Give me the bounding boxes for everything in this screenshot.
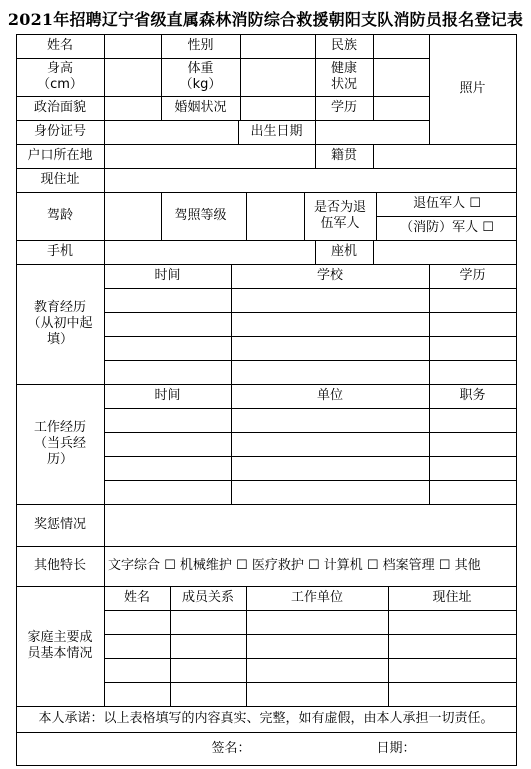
edu-header-degree: 学历 — [459, 268, 486, 283]
skills-checkbox-options[interactable]: 文字综合 ☐ 机械维护 ☐ 医疗救护 ☐ 计算机 ☐ 档案管理 ☐ 其他 — [108, 558, 481, 573]
label-mobile: 手机 — [46, 244, 73, 259]
grid-line-v — [104, 504, 105, 547]
grid-line-h — [104, 360, 517, 361]
grid-line-v — [170, 586, 171, 707]
grid-line-v — [315, 120, 316, 145]
grid-line-v — [104, 240, 105, 265]
grid-line-h — [16, 765, 517, 766]
grid-line-v — [373, 240, 374, 265]
grid-line-v — [240, 34, 241, 121]
grid-line-h — [16, 144, 517, 145]
grid-line-v — [516, 34, 517, 766]
grid-line-v — [373, 144, 374, 169]
label-address: 现住址 — [40, 172, 80, 187]
grid-line-h — [104, 312, 517, 313]
photo-box: 照片 — [459, 81, 486, 96]
label-education: 学历 — [330, 100, 357, 115]
family-header-name: 姓名 — [123, 590, 150, 605]
signature-label: 签名： — [211, 740, 251, 756]
grid-line-h — [104, 634, 517, 635]
grid-line-v — [231, 264, 232, 385]
grid-line-v — [373, 34, 374, 121]
work-header-time: 时间 — [154, 388, 181, 403]
grid-line-h — [16, 96, 430, 97]
grid-line-h — [16, 586, 517, 587]
grid-line-v — [161, 192, 162, 241]
grid-line-v — [161, 34, 162, 121]
grid-line-v — [104, 192, 105, 241]
grid-line-h — [104, 288, 517, 289]
grid-line-h — [104, 682, 517, 683]
label-ethnicity: 民族 — [330, 38, 357, 53]
family-header-relation: 成员关系 — [181, 590, 234, 605]
grid-line-v — [238, 120, 239, 145]
label-weight: 体重 （kg） — [179, 61, 222, 92]
pledge-text: 本人承诺：以上表格填写的内容真实、完整，如有虚假，由本人承担一切责任。 — [38, 711, 494, 726]
date-label: 日期： — [376, 740, 416, 756]
grid-line-v — [16, 34, 17, 766]
grid-line-v — [104, 120, 105, 145]
grid-line-h — [16, 706, 517, 707]
grid-line-v — [315, 240, 316, 265]
grid-line-v — [104, 34, 105, 121]
veteran-checkbox-1[interactable]: 退伍军人 ☐ — [413, 196, 481, 211]
label-skills: 其他特长 — [33, 558, 86, 573]
grid-line-v — [376, 192, 377, 241]
label-license-class: 驾照等级 — [174, 208, 227, 223]
grid-line-h — [376, 216, 517, 217]
grid-line-v — [104, 546, 105, 587]
grid-line-v — [315, 144, 316, 169]
label-education-history: 教育经历 （从初中起 填） — [27, 300, 93, 347]
label-landline: 座机 — [330, 244, 357, 259]
grid-line-v — [429, 264, 430, 385]
grid-line-h — [16, 192, 517, 193]
grid-line-v — [104, 144, 105, 169]
registration-form-table — [16, 34, 516, 765]
grid-line-v — [104, 264, 105, 385]
grid-line-v — [231, 384, 232, 505]
label-native-place: 籍贯 — [330, 148, 357, 163]
label-marriage: 婚姻状况 — [174, 100, 227, 115]
grid-line-v — [104, 384, 105, 505]
grid-line-h — [16, 240, 517, 241]
grid-line-v — [429, 384, 430, 505]
label-rewards: 奖惩情况 — [33, 517, 86, 532]
work-header-position: 职务 — [459, 388, 486, 403]
grid-line-h — [16, 58, 430, 59]
edu-header-time: 时间 — [154, 268, 181, 283]
grid-line-h — [16, 120, 430, 121]
grid-line-v — [304, 192, 305, 241]
work-header-unit: 单位 — [316, 388, 343, 403]
veteran-checkbox-2[interactable]: （消防）军人 ☐ — [400, 220, 494, 235]
grid-line-h — [16, 34, 517, 35]
grid-line-v — [246, 586, 247, 707]
grid-line-h — [104, 658, 517, 659]
form-title: 2021年招聘辽宁省级直属森林消防综合救援朝阳支队消防员报名登记表 — [7, 10, 524, 29]
grid-line-h — [16, 264, 517, 265]
label-birth-date: 出生日期 — [250, 124, 303, 139]
grid-line-h — [16, 546, 517, 547]
grid-line-h — [104, 480, 517, 481]
grid-line-h — [104, 408, 517, 409]
grid-line-h — [104, 432, 517, 433]
label-id-number: 身份证号 — [33, 124, 86, 139]
label-driving-years: 驾龄 — [46, 208, 73, 223]
grid-line-h — [16, 732, 517, 733]
grid-line-v — [104, 586, 105, 707]
label-household: 户口所在地 — [27, 148, 93, 163]
label-gender: 性别 — [187, 38, 214, 53]
label-height: 身高 （cm） — [37, 61, 83, 92]
family-header-workplace: 工作单位 — [290, 590, 343, 605]
label-family: 家庭主要成 员基本情况 — [27, 630, 93, 661]
label-veteran: 是否为退 伍军人 — [313, 200, 366, 231]
grid-line-v — [388, 586, 389, 707]
grid-line-h — [104, 456, 517, 457]
grid-line-v — [429, 34, 430, 145]
label-health: 健康 状况 — [330, 61, 357, 92]
label-politics: 政治面貌 — [33, 100, 86, 115]
grid-line-h — [16, 384, 517, 385]
grid-line-h — [16, 504, 517, 505]
grid-line-h — [104, 336, 517, 337]
family-header-address: 现住址 — [432, 590, 472, 605]
grid-line-v — [104, 168, 105, 193]
label-work-history: 工作经历 （当兵经 历） — [33, 420, 86, 467]
grid-line-v — [315, 34, 316, 121]
grid-line-v — [246, 192, 247, 241]
grid-line-h — [104, 610, 517, 611]
grid-line-h — [16, 168, 517, 169]
label-name: 姓名 — [46, 38, 73, 53]
edu-header-school: 学校 — [316, 268, 343, 283]
